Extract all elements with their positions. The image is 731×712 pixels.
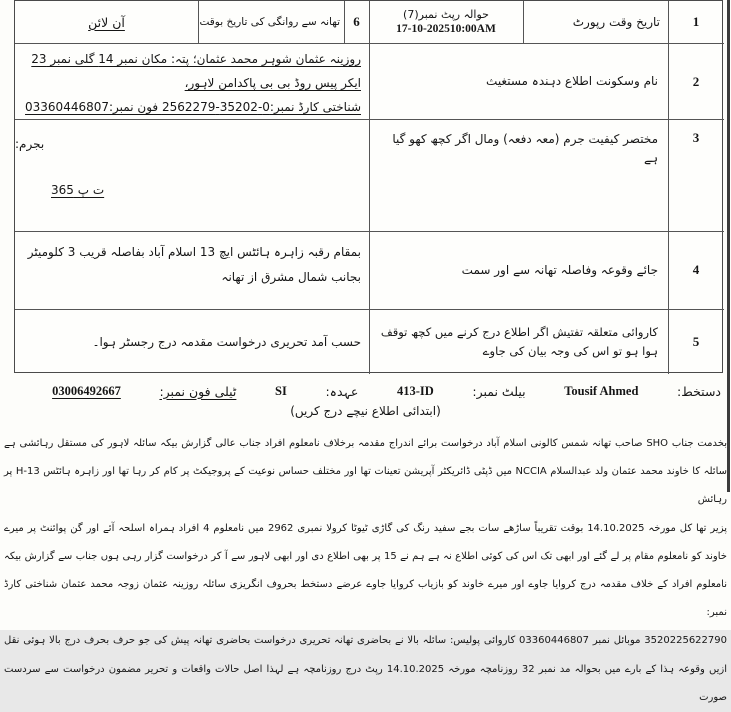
report-datetime: 17-10-202510:00AM xyxy=(396,22,496,35)
narrative-line: 3520225622790 موبائل نمبر 03360446807 کاروائی پولیس: سائلہ بالا نے بحاضری تھانہ تحریری درخواست بحاضری تھانہ پیش کی جو حرف بحرف درج بالا ہوئی نقل xyxy=(4,635,727,647)
offence-section-365: ت پ 365 xyxy=(51,183,105,197)
telephone-value: 03006492667 xyxy=(52,383,121,398)
rank-value: SI xyxy=(275,383,287,398)
row3-number: 3 xyxy=(692,130,700,145)
complainant-cnic-phone: شناختی کارڈ نمبر:0-35202-2562279 فون نمبر:03360446807 xyxy=(25,100,361,114)
narrative-line: سائلہ کا خاوند محمد عثمان ولد عبدالسلام NCCIA میں ڈپٹی ڈائریکٹر آپریشن تعینات تھا اور مختلف حساس نوعیت کے پروجیکٹ پر کام کر رہا تھا اور زاہرہ ہائٹس H-13 پر رہائش xyxy=(4,466,728,506)
row1-number: 1 xyxy=(692,14,700,29)
narrative-line: نامعلوم افراد کے خلاف مقدمہ درج کروایا جاوے اور میرے خاوند کو بازیاب کروایا جاوے عرضے دستخط بحروف انگریزی سائلہ روزینہ عثمان زوجہ محمد عثمان شناختی کارڈ نمبر: xyxy=(4,579,727,619)
row2-answer xyxy=(15,44,369,119)
place-of-occurrence: بمقام رقبہ زاہرہ ہائٹس ایچ 13 اسلام آباد بفاصلہ قریب 3 کلومیٹر بجانب شمال مشرق از تھانہ xyxy=(27,245,361,284)
fir-table xyxy=(14,0,723,373)
row6-value xyxy=(15,1,198,43)
row1-label: تاریخ وقت رپورٹ xyxy=(572,14,660,29)
row4-answer xyxy=(15,232,369,308)
officer-name: Tousif Ahmed xyxy=(564,383,639,398)
delay-action-note: حسب آمد تحریری درخواست مقدمہ درج رجسٹر ہوا۔ xyxy=(92,334,361,349)
initial-information-subtitle: (ابتدائی اطلاع نیچے درج کریں) xyxy=(290,404,441,418)
rank-label: عہدہ: xyxy=(325,383,359,399)
belt-number-label: بیلٹ نمبر: xyxy=(472,383,526,399)
row5-answer xyxy=(15,310,369,373)
row3-label: مختصر کیفیت جرم (معہ دفعہ) ومال اگر کچھ کھو گیا ہے xyxy=(392,132,658,165)
row4-label: جائے وقوعہ وفاصلہ تھانہ سے اور سمت xyxy=(461,262,658,277)
row5-label: کاروائی متعلقہ تفتیش اگر اطلاع درج کرنے میں کچھ توقف ہوا ہو تو اس کی وجہ بیان کی جاوے xyxy=(380,324,658,358)
narrative-line: خاوند کو نامعلوم مقام پر لے گئے اور ابھی تک اس کی کوئی اطلاع نہ ہے ہم نے 15 پر بھی اطلاع دی اور ابھی لاہور سے آ کر درخواست گزار رہی ہوں جناب سے گزارش بیکہ xyxy=(4,550,727,562)
telephone-label: ٹیلی فون نمبر: xyxy=(159,383,237,399)
complainant-name-address: روزینہ عثمان شوہر محمد عثمان؛ پتہ: مکان نمبر 14 گلی نمبر 23 ایکر پیس روڈ بی بی پاکدامن لاہور، xyxy=(31,52,361,90)
row4-number: 4 xyxy=(692,262,700,277)
signature-strip xyxy=(52,378,721,404)
offence-prefix: بجرم: xyxy=(15,137,45,151)
row2-number: 2 xyxy=(692,73,700,89)
row6-number: 6 xyxy=(353,14,360,29)
narrative-line: ازیں وقوعہ ہذا کے بارے میں بحوالہ مد نمبر 32 روزنامچہ مورخہ 14.10.2025 رپٹ درج روزنامچہ ہے لہذا اصل حالات واقعات و تحریر مضمون درخواست سے سردست صورت xyxy=(4,663,727,703)
row2-label: نام وسکونت اطلاع دہندہ مستغیث xyxy=(486,74,658,88)
row3-answer xyxy=(15,120,369,231)
belt-number-value: 413-ID xyxy=(396,383,434,398)
row5-number: 5 xyxy=(692,333,700,349)
row1-value xyxy=(369,1,523,43)
row6-label: تھانہ سے روانگی کی تاریخ بوقت xyxy=(199,15,340,28)
signature-label: دستخط: xyxy=(677,383,721,399)
narrative-line: پزیر تھا کل مورخہ 14.10.2025 بوقت تقریباً ساڑھے سات بجے سفید رنگ کی گاڑی ٹیوٹا کرولا نمبری 2962 میں نامعلوم 4 افراد ہمراہ اسلحہ آئے اور گن پوائنٹ پر میرے xyxy=(4,522,728,534)
report-reference-number: حوالہ رپٹ نمبر(7) xyxy=(403,7,489,21)
fir-narrative xyxy=(4,430,727,712)
departure-mode-online: آن لائن xyxy=(88,14,125,30)
narrative-line: بخدمت جناب SHO صاحب تھانہ شمس کالونی اسلام آباد درخواست برائے اندراج مقدمہ برخلاف نامعلوم افراد جناب عالی گزارش بیکہ سائلہ لاہور کی مستقل رہائشی ہے xyxy=(4,438,728,449)
scan-edge-artifact xyxy=(727,0,730,492)
